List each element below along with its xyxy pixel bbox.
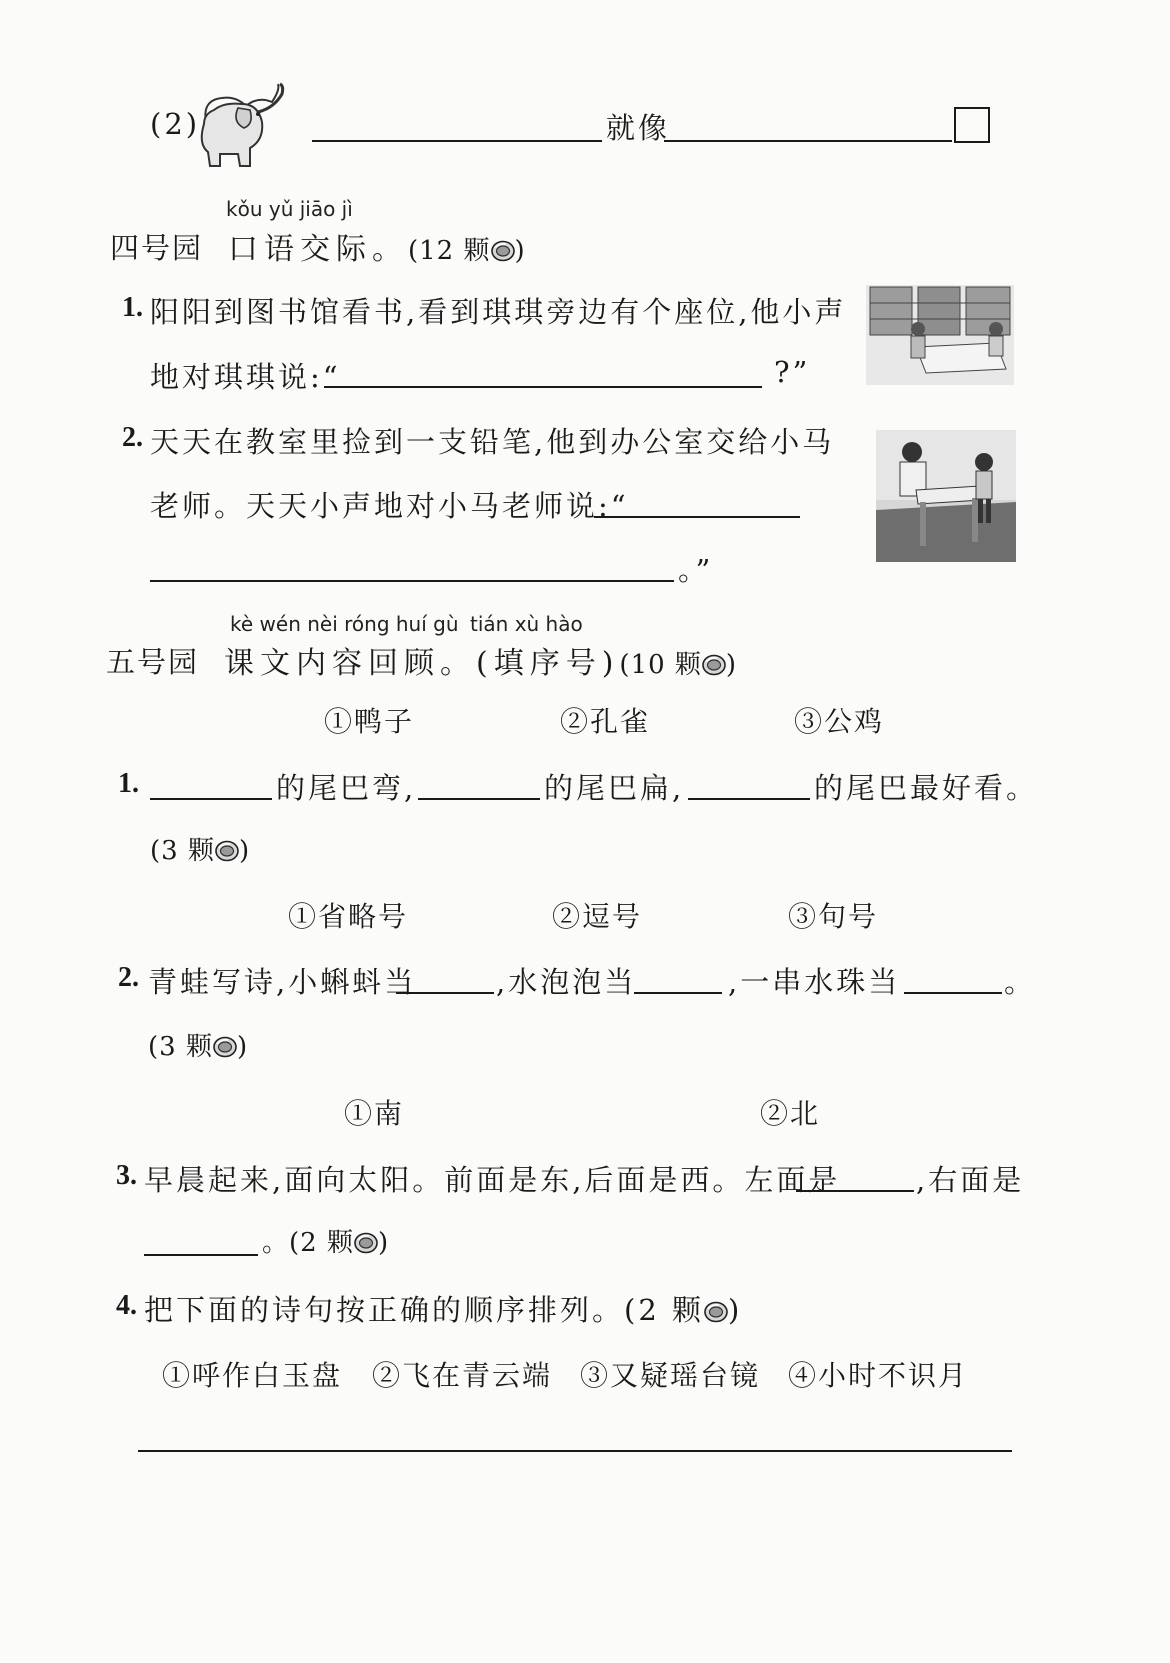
q3-line1-end: ,右面是: [916, 1163, 1025, 1197]
gem-icon: [354, 1232, 378, 1254]
q1-score: [150, 830, 250, 867]
q3-num: 3.: [116, 1160, 137, 1191]
sec5-name: 五号园: [106, 645, 200, 679]
q1-part-3: 的尾巴最好看。: [814, 771, 1039, 805]
q2-option-2: ②逗号: [552, 900, 643, 933]
q3-line1: 早晨起来,面向太阳。前面是东,后面是西。左面是: [144, 1163, 841, 1197]
sec4-q2-blank-b[interactable]: [150, 558, 674, 582]
sec4-pinyin: kǒu yǔ jiāo jì: [226, 197, 353, 221]
q2-option-1: ①省略号: [288, 900, 409, 933]
sec5-pinyin-title: kè wén nèi róng huí gù: [230, 612, 459, 636]
sec5-score: (10 颗: [619, 650, 702, 680]
q1-blank-2[interactable]: [418, 776, 540, 800]
q4-num: 4.: [116, 1290, 137, 1321]
q1-blank-1[interactable]: [150, 776, 272, 800]
q1-option-3: ③公鸡: [794, 705, 885, 738]
q1-score-end: ): [238, 836, 251, 866]
sec4-q2-blank-a[interactable]: [594, 494, 800, 518]
sec4-q1-end: ?”: [774, 355, 811, 389]
q2-part-2: ,水泡泡当: [496, 965, 637, 999]
q4-option-1: ①呼作白玉盘: [162, 1359, 343, 1392]
q1-num: 1.: [118, 768, 139, 799]
sec4-q2-end: 。”: [678, 553, 714, 587]
gem-icon: [215, 840, 239, 862]
q4-option-3: ③又疑瑶台镜: [580, 1359, 761, 1392]
q3-option-2: ②北: [760, 1097, 821, 1130]
sec4-q1-num: 1.: [122, 292, 143, 323]
sec5-title-text: 课文内容回顾。(填序号): [224, 646, 620, 681]
q2-part-3: ,一串水珠当: [728, 965, 901, 999]
sec4-title: [228, 224, 526, 268]
sec4-title-text: 口语交际。: [228, 232, 408, 267]
q4-text-body: 把下面的诗句按正确的顺序排列。(2 颗: [144, 1293, 704, 1327]
gem-icon: [704, 1301, 728, 1323]
q3-score: [262, 1222, 389, 1259]
q2-option-3: ③句号: [788, 900, 879, 933]
q2-part-4: 。: [1004, 965, 1037, 999]
question-label: (2): [150, 107, 201, 141]
gem-icon: [702, 654, 726, 676]
gem-icon: [213, 1036, 237, 1058]
q3-score-end: ): [377, 1228, 390, 1258]
sec4-q1-blank[interactable]: [324, 364, 762, 388]
q4-option-2: ②飞在青云端: [372, 1359, 553, 1392]
q2-part-1: 青蛙写诗,小蝌蚪当: [148, 965, 417, 999]
q1-option-1: ①鸭子: [324, 705, 415, 738]
q2-blank-1[interactable]: [396, 970, 494, 994]
library-illustration: [866, 285, 1014, 385]
q4-option-4: ④小时不识月: [788, 1359, 969, 1392]
sec5-score-end: ): [725, 650, 738, 680]
q1-part-2: 的尾巴扁,: [544, 771, 685, 805]
q2-score-end: ): [236, 1032, 249, 1062]
q2-blank-3[interactable]: [904, 970, 1002, 994]
q1-part-1: 的尾巴弯,: [276, 771, 417, 805]
sec5-title: [224, 638, 737, 682]
q3-blank-2[interactable]: [144, 1232, 258, 1256]
q1-option-2: ②孔雀: [560, 705, 651, 738]
office-illustration: [876, 430, 1016, 562]
sec4-q2-line2: 老师。天天小声地对小马老师说:“: [150, 489, 629, 523]
q3-option-1: ①南: [344, 1097, 405, 1130]
sec5-pinyin-fill: tián xù hào: [470, 612, 583, 636]
q2-score-text: (3 颗: [148, 1032, 213, 1062]
gem-icon: [491, 240, 515, 262]
sec4-score: (12 颗: [408, 236, 491, 266]
q1-score-text: (3 颗: [150, 836, 215, 866]
q3-blank-1[interactable]: [796, 1168, 914, 1192]
q4-text: [144, 1288, 742, 1329]
q3-score-text: 。(2 颗: [262, 1228, 354, 1258]
sec4-q1-line2: 地对琪琪说:“: [150, 360, 341, 394]
sec4-q2-num: 2.: [122, 422, 143, 453]
sec4-q1-line1: 阳阳到图书馆看书,看到琪琪旁边有个座位,他小声: [150, 295, 847, 329]
answer-blank-right[interactable]: [664, 118, 952, 142]
q1-blank-3[interactable]: [688, 776, 810, 800]
elephant-illustration: [184, 82, 294, 170]
q2-num: 2.: [118, 962, 139, 993]
q4-answer-line[interactable]: [138, 1428, 1012, 1452]
check-box[interactable]: [954, 107, 990, 143]
middle-word: 就像: [606, 111, 671, 145]
sec4-name: 四号园: [110, 231, 204, 265]
sec4-score-end: ): [514, 236, 526, 266]
q4-score-end: ): [727, 1293, 743, 1327]
q2-blank-2[interactable]: [634, 970, 722, 994]
sec4-q2-line1: 天天在教室里捡到一支铅笔,他到办公室交给小马: [150, 425, 835, 459]
answer-blank-left[interactable]: [312, 118, 602, 142]
q2-score: [148, 1026, 248, 1063]
